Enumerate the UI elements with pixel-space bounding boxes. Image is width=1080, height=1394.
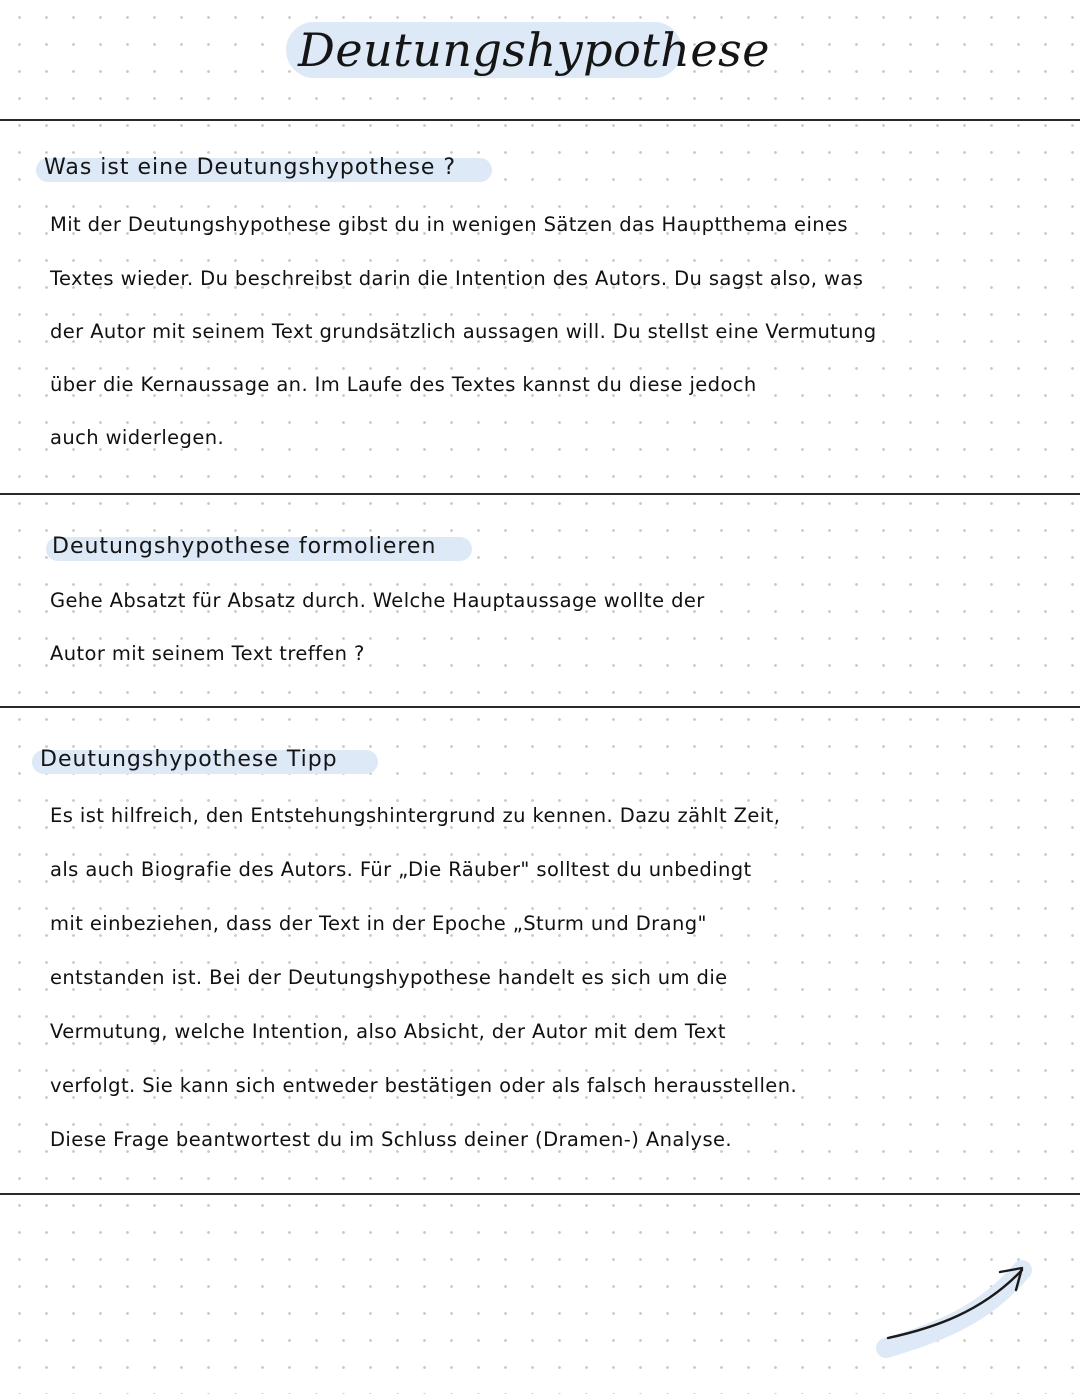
text-line: über die Kernaussage an. Im Laufe des Textes kannst du diese jedoch — [50, 373, 757, 396]
divider — [0, 119, 1080, 121]
text-line: Es ist hilfreich, den Entstehungshintergrund zu kennen. Dazu zählt Zeit, — [50, 804, 781, 827]
page-title: Deutungshypothese — [298, 23, 770, 77]
text-line: Gehe Absatzt für Absatz durch. Welche Hauptaussage wollte der — [50, 589, 705, 612]
section-heading-tipp: Deutungshypothese Tipp — [40, 747, 338, 772]
text-line: Diese Frage beantwortest du im Schluss deiner (Dramen-) Analyse. — [50, 1128, 733, 1151]
text-line: Vermutung, welche Intention, also Absicht, der Autor mit dem Text — [50, 1020, 726, 1043]
text-line: mit einbeziehen, dass der Text in der Epoche „Sturm und Drang" — [50, 912, 707, 935]
section-heading-was-ist: Was ist eine Deutungshypothese ? — [44, 155, 457, 180]
text-line: entstanden ist. Bei der Deutungshypothese handelt es sich um die — [50, 966, 728, 989]
divider — [0, 493, 1080, 495]
text-line: der Autor mit seinem Text grundsätzlich aussagen will. Du stellst eine Vermutung — [50, 320, 877, 343]
text-line: verfolgt. Sie kann sich entweder bestätigen oder als falsch herausstellen. — [50, 1074, 798, 1097]
divider — [0, 1193, 1080, 1195]
divider — [0, 706, 1080, 708]
arrow-up-right-icon — [872, 1256, 1042, 1360]
text-line: als auch Biografie des Autors. Für „Die Räuber" solltest du unbedingt — [50, 858, 752, 881]
text-line: auch widerlegen. — [50, 426, 225, 449]
text-line: Autor mit seinem Text treffen ? — [50, 642, 365, 665]
section-heading-formulieren: Deutungshypothese formolieren — [52, 534, 437, 559]
text-line: Mit der Deutungshypothese gibst du in wenigen Sätzen das Hauptthema eines — [50, 213, 848, 236]
text-line: Textes wieder. Du beschreibst darin die Intention des Autors. Du sagst also, was — [50, 267, 864, 290]
